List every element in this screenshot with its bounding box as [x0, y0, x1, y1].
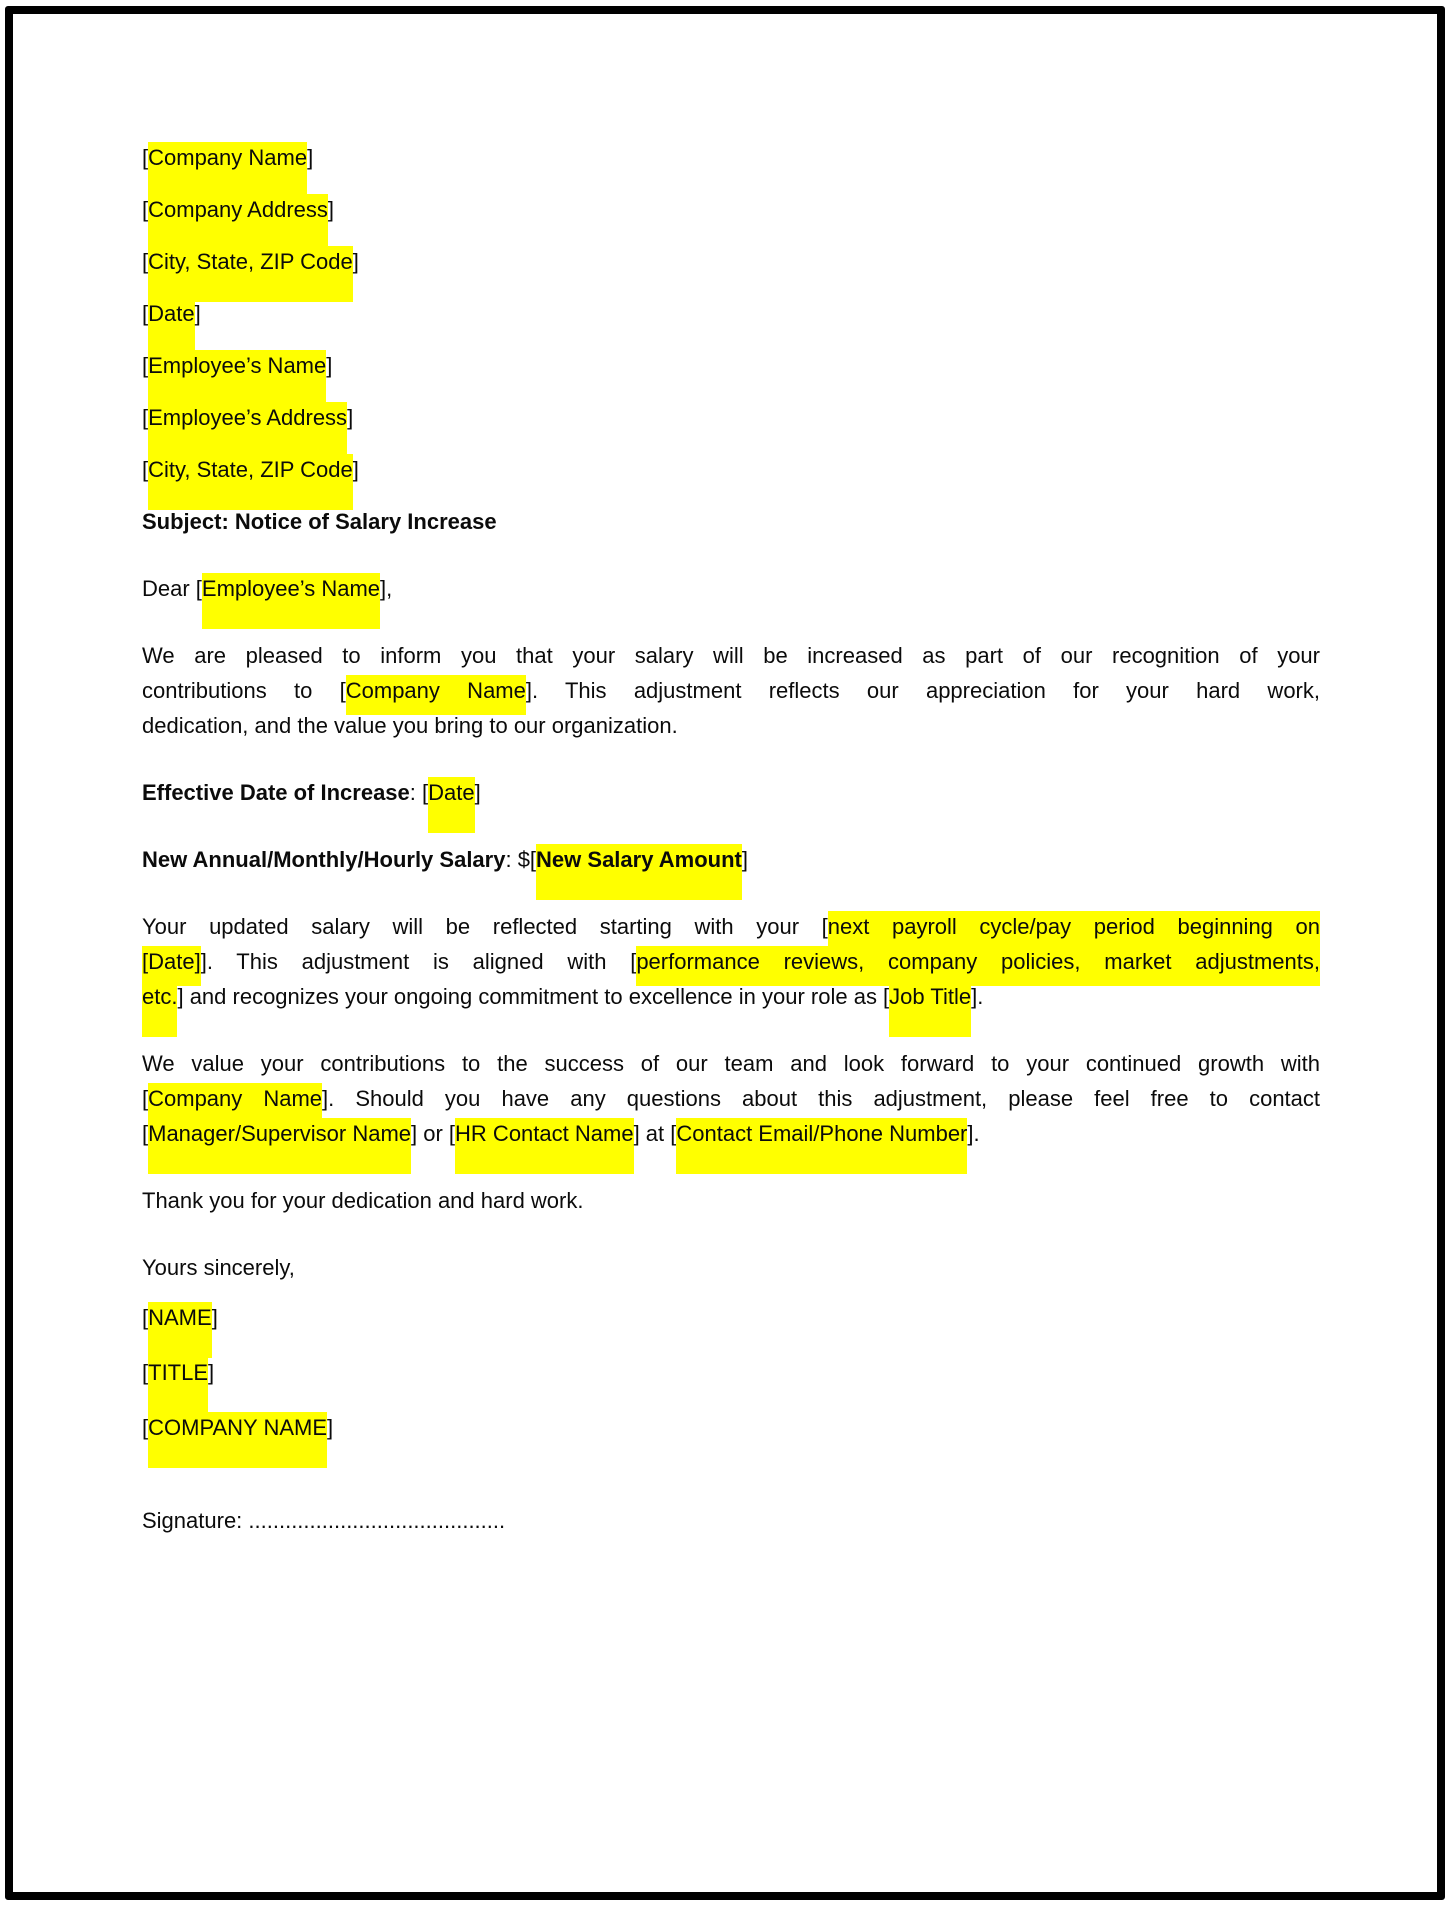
letter-line [142, 775, 1320, 810]
letter-line [142, 944, 1320, 979]
placeholder-highlight: Company Name [148, 1083, 322, 1123]
text-run: ], [380, 576, 393, 601]
placeholder-highlight: New Salary Amount [536, 844, 742, 900]
letter-line [142, 1410, 1320, 1445]
placeholder-highlight: NAME [148, 1302, 212, 1358]
placeholder-highlight: City, State, ZIP Code [148, 246, 353, 302]
text-run: Your updated salary will be reflected starting with your [ [142, 914, 828, 939]
text-run: ] [208, 1360, 215, 1385]
text-run: [ [142, 145, 149, 170]
text-run: [ [142, 1305, 149, 1330]
text-run: We value your contributions to the success of our team and look forward to your continued growth with [142, 1051, 1320, 1076]
placeholder-highlight: TITLE [148, 1357, 208, 1413]
placeholder-highlight: Company Address [148, 194, 328, 250]
text-run: ] [211, 1305, 218, 1330]
text-run: ]. This adjustment reflects our appreciation for your hard work, [525, 678, 1320, 703]
paragraph-contact [142, 1046, 1320, 1151]
signature-line [142, 1503, 1320, 1538]
text-run: ] [347, 405, 354, 430]
placeholder-highlight: HR Contact Name [455, 1118, 634, 1174]
text-run: [ [142, 353, 149, 378]
letter-line [142, 1116, 1320, 1151]
text-run: We are pleased to inform you that your salary will be increased as part of our recognition of your [142, 643, 1320, 668]
placeholder-highlight: COMPANY NAME [148, 1412, 327, 1468]
paragraph-payroll [142, 909, 1320, 1014]
paragraph-intro [142, 638, 1320, 743]
text-run: dedication, and the value you bring to our organization. [142, 713, 678, 738]
sender-recipient-address-block [142, 140, 1320, 487]
text-run: ] [352, 249, 359, 274]
placeholder-highlight: Job Title [889, 981, 971, 1037]
text-run: ]. This adjustment is aligned with [ [200, 949, 637, 974]
letter-line [142, 571, 1320, 606]
text-run: Subject: Notice of Salary Increase [142, 509, 497, 534]
placeholder-highlight: performance reviews, company policies, market adjustments, [636, 946, 1320, 986]
letter-body [142, 140, 1320, 1538]
text-run: ] and recognizes your ongoing commitment to excellence in your role as [ [177, 984, 890, 1009]
placeholder-highlight: etc. [142, 981, 177, 1037]
text-run: Signature: .......................................... [142, 1508, 506, 1533]
text-run: : $[ [505, 847, 537, 872]
letter-line [142, 1081, 1320, 1116]
text-run: [ [142, 1360, 149, 1385]
placeholder-highlight: [Date] [142, 946, 201, 986]
signature-block [142, 1300, 1320, 1445]
text-run: Effective Date of Increase [142, 780, 410, 805]
new-salary-line [142, 842, 1320, 877]
placeholder-highlight: Employee’s Address [148, 402, 347, 458]
text-run: ] [307, 145, 314, 170]
text-run: [ [142, 197, 149, 222]
letter-line [142, 673, 1320, 708]
letter-line [142, 1183, 1320, 1218]
text-run: [ [142, 1121, 149, 1146]
letter-line [142, 842, 1320, 877]
text-run: Thank you for your dedication and hard work. [142, 1188, 584, 1213]
letter-line [142, 400, 1320, 435]
placeholder-highlight: Company Name [148, 142, 307, 198]
text-run: Yours sincerely, [142, 1255, 295, 1280]
text-run: [ [142, 301, 149, 326]
text-run: contributions to [ [142, 678, 346, 703]
text-run: [ [142, 1086, 149, 1111]
placeholder-highlight: Manager/Supervisor Name [148, 1118, 411, 1174]
letter-line [142, 1503, 1320, 1538]
letter-line [142, 708, 1320, 743]
text-run: ] [326, 353, 333, 378]
text-run: New Annual/Monthly/Hourly Salary [142, 847, 506, 872]
placeholder-highlight: Employee’s Name [202, 573, 380, 629]
text-run: : [ [409, 780, 429, 805]
letter-line [142, 1355, 1320, 1390]
text-run: Dear [ [142, 576, 202, 601]
letter-line [142, 452, 1320, 487]
thank-you-line [142, 1183, 1320, 1218]
text-run: ]. Should you have any questions about this adjustment, please feel free to contact [322, 1086, 1321, 1111]
text-run: ] or [ [411, 1121, 456, 1146]
letter-line [142, 1250, 1320, 1285]
text-run: ]. [971, 984, 984, 1009]
letter-line [142, 1300, 1320, 1335]
placeholder-highlight: Contact Email/Phone Number [676, 1118, 967, 1174]
text-run: [ [142, 1415, 149, 1440]
placeholder-highlight: Date [148, 298, 194, 354]
text-run: ] [194, 301, 201, 326]
letter-line [142, 140, 1320, 175]
placeholder-highlight: Company Name [346, 675, 526, 715]
text-run: ]. [967, 1121, 980, 1146]
placeholder-highlight: next payroll cycle/pay period beginning on [828, 911, 1320, 951]
letter-line [142, 244, 1320, 279]
text-run: ] at [ [633, 1121, 677, 1146]
effective-date-line [142, 775, 1320, 810]
placeholder-highlight: Employee’s Name [148, 350, 326, 406]
letter-line [142, 348, 1320, 383]
letter-line [142, 638, 1320, 673]
letter-line [142, 1046, 1320, 1081]
letter-line [142, 192, 1320, 227]
text-run: [ [142, 457, 149, 482]
text-run: ] [474, 780, 481, 805]
text-run: ] [352, 457, 359, 482]
closing-line [142, 1250, 1320, 1285]
text-run: ] [741, 847, 748, 872]
text-run: [ [142, 249, 149, 274]
text-run: ] [327, 1415, 334, 1440]
placeholder-highlight: City, State, ZIP Code [148, 454, 353, 510]
subject-line [142, 504, 1320, 539]
text-run: ] [327, 197, 335, 222]
letter-line [142, 909, 1320, 944]
greeting-line [142, 571, 1320, 606]
text-run: [ [142, 405, 149, 430]
letter-line [142, 504, 1320, 539]
placeholder-highlight: Date [428, 777, 474, 833]
